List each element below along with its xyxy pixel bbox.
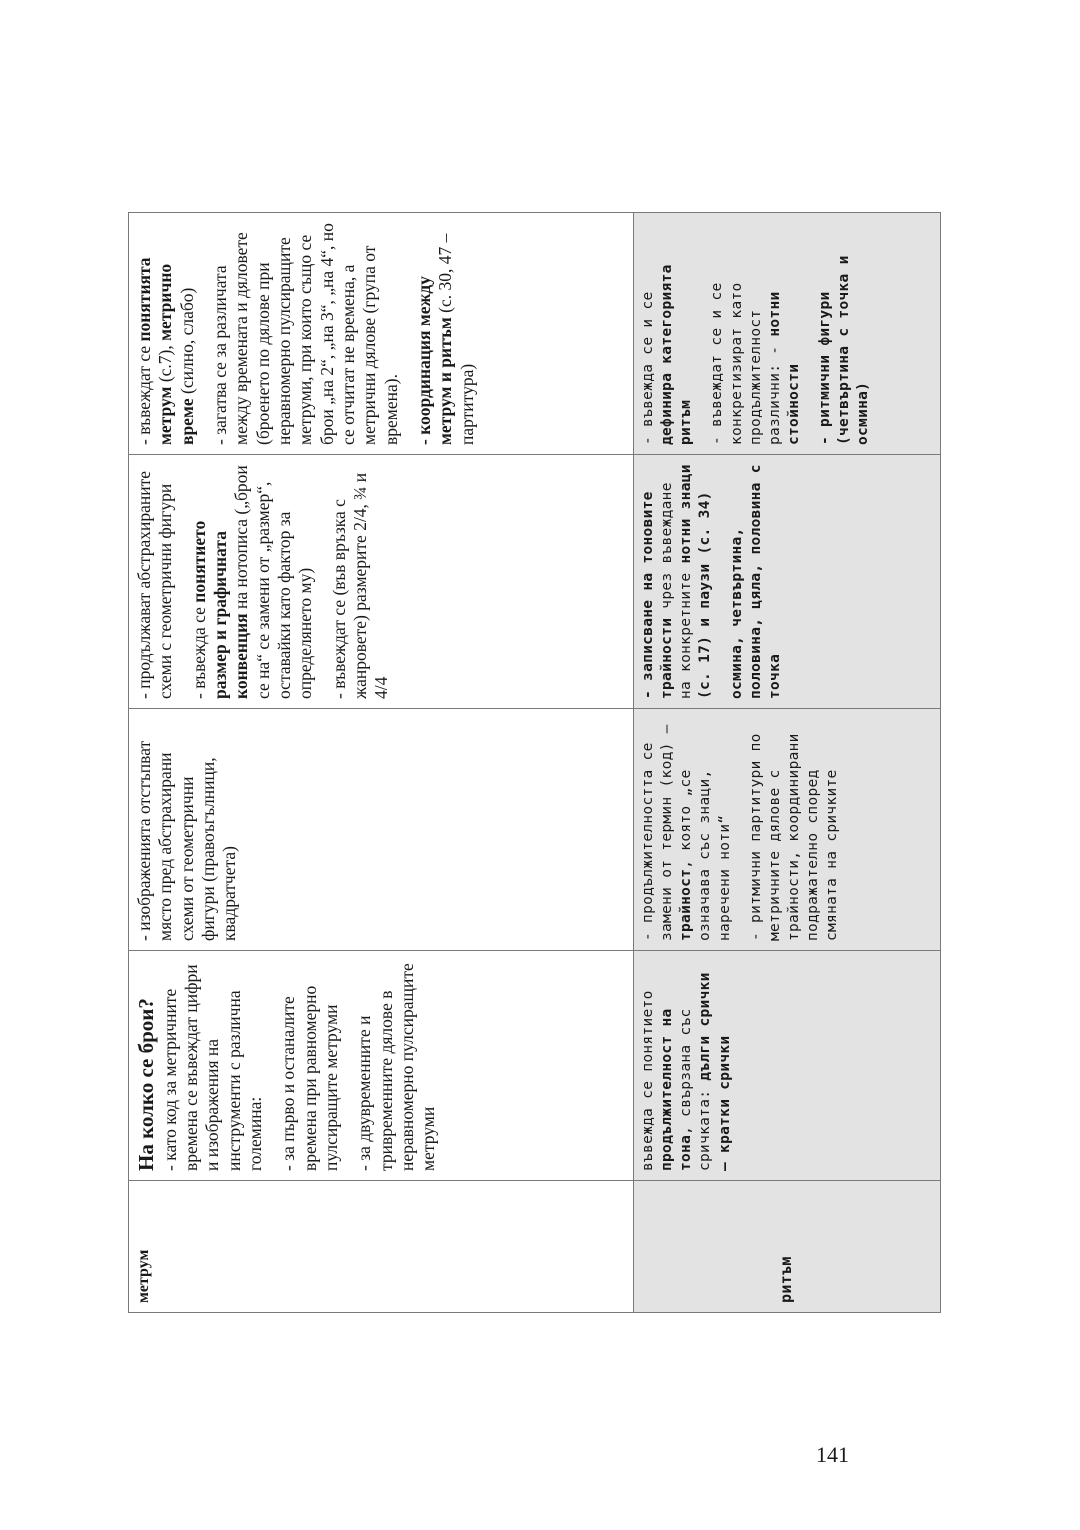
cell-metrum-col3 (129, 455, 634, 709)
cell-text: - продължават абстрахираните схеми с геометрични фигури (134, 470, 176, 699)
table-row-ritam (634, 213, 941, 1313)
cell-text: - загатва се за различата между времената и дяловете (броенето по дялове при неравномерно пулсиращите метруми, при които също се брои „на 2“, „на 3“, „на 4“, но се отчитат не времена, а метрични дялове (група от времена). (210, 223, 401, 445)
bold-term: - записване на тоновите трайности (640, 491, 676, 699)
cell-ritam-col1 (634, 951, 941, 1181)
bold-term: понятията метрум (134, 257, 176, 445)
cell-text: (с. 30, 47 – партитура) (435, 233, 477, 445)
bold-term: понятието размер и графичната конвенция (188, 520, 252, 699)
cell-text: въвежда се понятието (640, 990, 656, 1171)
bold-term: - координация между метрум и ритъм (414, 276, 456, 445)
bold-term: нотни знаци (с. 17) и паузи (с. 34) (678, 464, 714, 699)
table-row-metrum (129, 213, 634, 1313)
cell-text: - ритмични партитури по метричните дялове с трайности, координирани подражателно според смяната на сричките (747, 733, 841, 941)
cell-ritam-col4 (634, 213, 941, 455)
bold-term: - ритмични фигури (четвъртина с точка и осмина) (817, 255, 872, 445)
cell-text: на нотописа („брои се на“ се замени от „размер“, оставайки като фактор за определянето му) (231, 465, 316, 699)
cell-metrum-col1 (129, 951, 634, 1181)
bold-term: продължителност на тона (659, 1008, 695, 1171)
cell-metrum-col4 (129, 213, 634, 455)
cell-text: - изображенията отстъпват място пред абстрахирани схеми от геометрични фигури (правоъгълници, квадратчета) (134, 740, 240, 941)
cell-text: (силно, слабо) (176, 287, 197, 399)
category-cell-metrum: метрум (129, 1181, 634, 1313)
cell-text: - въвежда се и се (640, 291, 656, 445)
bold-term: метрично време (155, 263, 197, 445)
cell-ritam-col3 (634, 455, 941, 709)
rotated-table-container (128, 213, 940, 1313)
bold-term: нотни стойности (766, 291, 802, 445)
bold-term: осмина, четвъртина, половина, цяла, половина с точка (728, 464, 783, 699)
content-table (128, 212, 941, 1313)
page-number: 141 (816, 1442, 849, 1467)
bold-term: трайност (678, 868, 695, 941)
cell-text: - за двувременните и тривременните дялове в неравномерно пулсиращите метруми (354, 963, 439, 1171)
bold-term: дълги срички – кратки срички (697, 972, 733, 1171)
cell-text: - като код за метричните времена се въвеждат цифри и изображения на инструменти с различна големина: (159, 964, 265, 1171)
cell-ritam-col2 (634, 709, 941, 951)
cell-text: - продължителността се замени от термин (код) – (640, 724, 676, 941)
heading-text: На колко се брои? (134, 998, 158, 1171)
cell-text: - въвеждат се и се конкретизират като продължителност различни: - (709, 282, 783, 445)
cell-text: , свързана със сричката: (678, 1008, 714, 1171)
cell-metrum-col2 (129, 709, 634, 951)
bold-term: дефинира категорията ритъм (659, 264, 695, 445)
cell-text: - въвеждат се (134, 341, 154, 445)
cell-text: - въвежда се (188, 602, 209, 699)
cell-text: чрез въвеждане на конкретните (659, 482, 695, 699)
cell-text: - за първо и останалите времена при равномерно пулсиращите метруми (278, 985, 342, 1171)
cell-text: , която „се означава със знаци, наречени ноти“ (678, 769, 733, 941)
cell-text: - въвеждат се (във връзка с жанровете) размерите 2/4, ¾ и 4/4 (328, 472, 392, 699)
cell-text: (с.7), (155, 340, 176, 387)
category-cell-ritam: ритъм (634, 1181, 941, 1313)
